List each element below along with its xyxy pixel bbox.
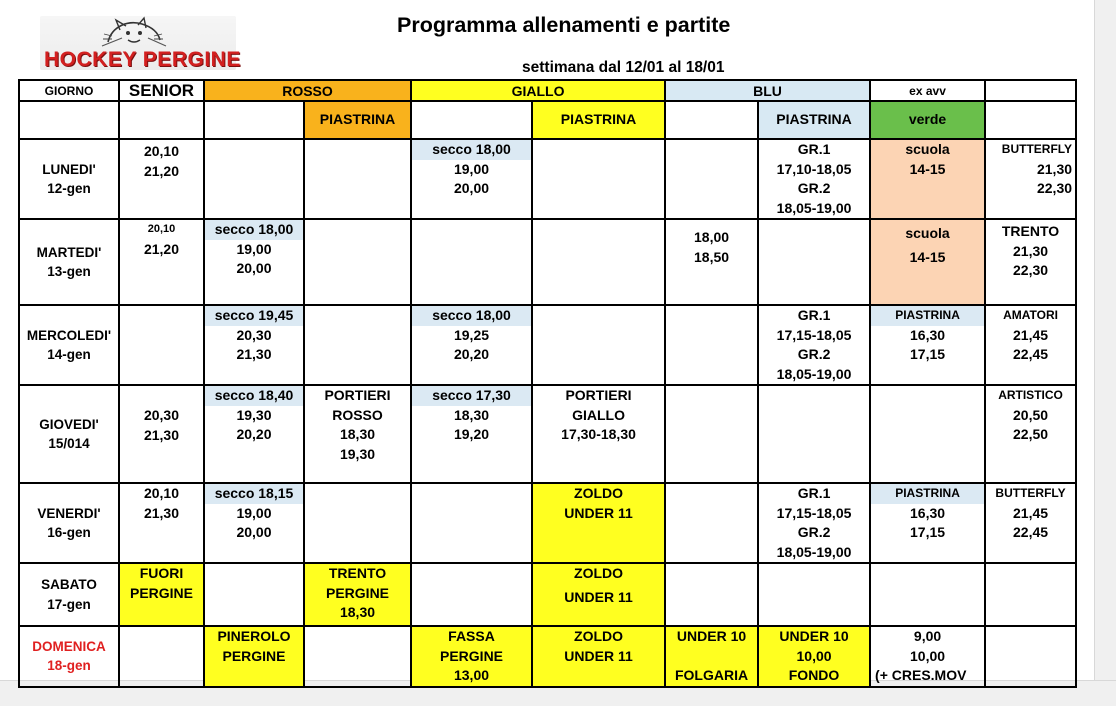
secco-label: secco 18,00 <box>205 220 303 240</box>
day-date: 15/014 <box>48 436 90 451</box>
header-giallo: GIALLO <box>411 80 665 101</box>
empty-cell <box>665 563 758 626</box>
team-text: ZOLDO <box>574 565 624 581</box>
time-text: 22,50 <box>1013 426 1049 442</box>
day-date: 17-gen <box>47 596 91 612</box>
time-text: 17,15 <box>910 524 946 540</box>
day-name: MARTEDI' <box>36 244 102 260</box>
extra-cell <box>985 139 1076 219</box>
team-text: BUTTERFLY <box>995 486 1066 500</box>
time-text: 14-15 <box>909 160 946 177</box>
empty-cell <box>411 219 532 305</box>
extra-cell <box>985 305 1076 385</box>
time-text: 18,30 <box>453 406 490 423</box>
time-text: 18,30 <box>339 426 376 442</box>
wildcat-mascot-icon <box>98 16 168 50</box>
time-text: 22,30 <box>1013 262 1049 278</box>
time-text: 20,10 <box>143 485 180 501</box>
group-text: GR.1 <box>797 307 831 323</box>
time-text: 20,10 <box>143 143 180 159</box>
group-text: GR.2 <box>797 180 831 196</box>
blu-piastrina-cell <box>758 305 870 385</box>
giallo-cell <box>411 305 532 385</box>
time-text: 20,00 <box>453 180 490 196</box>
giallo-piastrina-cell <box>532 626 665 687</box>
day-date: 13-gen <box>47 264 91 279</box>
giallo-piastrina-cell <box>532 483 665 563</box>
empty-cell <box>758 219 870 305</box>
piastrina-label: PIASTRINA <box>871 306 984 326</box>
row-giovedi <box>19 385 1076 483</box>
rosso-cell <box>204 483 304 563</box>
header-blu: BLU <box>665 80 870 101</box>
blu-piastrina-cell <box>758 139 870 219</box>
secco-label: secco 17,30 <box>412 386 531 406</box>
day-cell <box>19 626 119 687</box>
empty-cell <box>665 385 758 483</box>
empty-cell <box>985 101 1076 139</box>
time-text: 20,20 <box>453 346 490 362</box>
senior-cell <box>119 483 204 563</box>
scuola-text: scuola <box>905 225 950 241</box>
header-senior: SENIOR <box>119 80 204 101</box>
day-cell <box>19 219 119 305</box>
blu-piastrina-cell <box>758 483 870 563</box>
page-title: Programma allenamenti e partite <box>397 13 731 37</box>
giallo-cell <box>411 139 532 219</box>
verde-cell <box>870 139 985 219</box>
rosso-cell <box>204 219 304 305</box>
team-text: PINEROLO <box>217 628 291 644</box>
time-text: 18,30 <box>339 604 376 620</box>
window-edge-right <box>1094 0 1116 705</box>
team-text: GIALLO <box>572 406 625 423</box>
empty-cell <box>870 563 985 626</box>
team-text: PERGINE <box>326 584 390 601</box>
time-text: 19,00 <box>453 160 490 177</box>
row-martedi <box>19 219 1076 305</box>
team-text: ZOLDO <box>574 485 624 501</box>
team-text: ARTISTICO <box>998 388 1063 402</box>
extra-cell <box>985 385 1076 483</box>
empty-cell <box>532 139 665 219</box>
team-text: TRENTO <box>1001 223 1060 239</box>
time-text: 17,15-18,05 <box>776 504 852 521</box>
time-text: 9,00 <box>913 628 942 644</box>
week-subtitle: settimana dal 12/01 al 18/01 <box>522 59 725 76</box>
time-text: 18,05-19,00 <box>776 199 852 216</box>
empty-cell <box>665 305 758 385</box>
hockey-pergine-logo <box>40 16 241 71</box>
header-piastrina-giallo: PIASTRINA <box>532 101 665 139</box>
empty-cell <box>758 385 870 483</box>
empty-cell <box>119 101 204 139</box>
category-text: UNDER 11 <box>564 588 633 605</box>
row-sabato <box>19 563 1076 626</box>
extra-cell <box>985 219 1076 305</box>
empty-cell <box>532 305 665 385</box>
time-text: 21,45 <box>1013 326 1049 343</box>
piastrina-label: PIASTRINA <box>871 484 984 504</box>
time-text: 22,45 <box>1013 346 1049 362</box>
rosso-piastrina-cell <box>304 563 411 626</box>
senior-cell <box>119 563 204 626</box>
verde-cell <box>870 626 985 687</box>
time-text: 19,20 <box>453 426 490 442</box>
time-text: 19,30 <box>236 406 272 423</box>
time-text: 21,20 <box>143 240 180 257</box>
header-piastrina-rosso: PIASTRINA <box>304 101 411 139</box>
empty-cell <box>870 385 985 483</box>
rosso-cell <box>204 305 304 385</box>
empty-cell <box>304 483 411 563</box>
row-domenica <box>19 626 1076 687</box>
logo-text: HOCKEY PERGINE <box>44 48 241 71</box>
time-text: 21,45 <box>1013 504 1049 521</box>
empty-cell <box>19 101 119 139</box>
day-name: GIOVEDI' <box>39 416 99 432</box>
match-text: PERGINE <box>129 584 193 601</box>
empty-cell <box>411 101 532 139</box>
empty-cell <box>532 219 665 305</box>
time-text: 10,00 <box>796 647 832 664</box>
empty-cell <box>665 101 758 139</box>
time-text: 21,30 <box>1036 160 1073 177</box>
day-name: DOMENICA <box>32 638 106 654</box>
day-cell <box>19 139 119 219</box>
secco-label: secco 18,15 <box>205 484 303 504</box>
time-text: 19,25 <box>453 326 490 343</box>
time-text: 17,30-18,30 <box>561 426 636 442</box>
team-text: ZOLDO <box>574 628 624 644</box>
time-text: 14-15 <box>909 248 946 265</box>
team-text: AMATORI <box>1003 308 1058 322</box>
team-text: TRENTO <box>328 565 387 581</box>
day-date: 18-gen <box>47 658 91 674</box>
empty-cell <box>985 626 1076 687</box>
giallo-cell <box>411 385 532 483</box>
time-text: 18,50 <box>694 248 730 265</box>
day-date: 14-gen <box>47 347 91 362</box>
day-cell <box>19 305 119 385</box>
time-text: 18,00 <box>694 229 730 245</box>
portieri-text: PORTIERI <box>565 387 632 403</box>
empty-cell <box>304 305 411 385</box>
empty-cell <box>665 483 758 563</box>
day-name: LUNEDI' <box>42 161 96 177</box>
row-mercoledi <box>19 305 1076 385</box>
schedule-table <box>18 79 1077 688</box>
empty-cell <box>304 219 411 305</box>
time-text: 19,00 <box>236 240 272 257</box>
time-text: 20,10 <box>147 223 176 235</box>
giallo-cell <box>411 626 532 687</box>
scuola-text: scuola <box>905 141 950 157</box>
blu-piastrina-cell <box>758 626 870 687</box>
header-verde: verde <box>870 101 985 139</box>
empty-cell <box>119 305 204 385</box>
team-text: FOLGARIA <box>674 666 749 683</box>
day-name: VENERDI' <box>37 505 101 521</box>
time-text: 20,50 <box>1013 406 1049 423</box>
day-date: 16-gen <box>47 525 91 540</box>
time-text: 20,00 <box>236 524 272 540</box>
verde-cell <box>870 305 985 385</box>
secco-label: secco 18,00 <box>412 306 531 326</box>
time-text: 21,20 <box>143 162 180 179</box>
note-text: (+ CRES.MOV <box>875 667 967 683</box>
giallo-piastrina-cell <box>532 563 665 626</box>
rosso-cell <box>204 626 304 687</box>
empty-cell <box>665 139 758 219</box>
time-text: 21,30 <box>236 346 272 362</box>
blu-cell <box>665 626 758 687</box>
empty-cell <box>304 139 411 219</box>
team-text: BUTTERFLY <box>1001 142 1073 156</box>
senior-cell <box>119 385 204 483</box>
time-text: 17,15 <box>910 346 946 362</box>
time-text: 16,30 <box>910 326 946 343</box>
extra-cell <box>985 483 1076 563</box>
group-text: GR.2 <box>797 346 831 362</box>
day-cell <box>19 563 119 626</box>
time-text: 18,05-19,00 <box>776 365 852 382</box>
team-text: PERGINE <box>222 647 286 664</box>
time-text: 20,20 <box>236 426 272 442</box>
time-text: 19,00 <box>236 504 272 521</box>
group-text: GR.2 <box>797 524 831 540</box>
verde-cell <box>870 219 985 305</box>
empty-cell <box>204 139 304 219</box>
header-extra <box>985 80 1076 101</box>
header-piastrina-blu: PIASTRINA <box>758 101 870 139</box>
time-text: 16,30 <box>910 504 946 521</box>
row-lunedi <box>19 139 1076 219</box>
senior-cell <box>119 219 204 305</box>
secco-label: secco 18,40 <box>205 386 303 406</box>
blu-cell <box>665 219 758 305</box>
category-text: UNDER 11 <box>564 647 633 664</box>
empty-cell <box>985 563 1076 626</box>
time-text: 21,30 <box>143 504 180 521</box>
time-text: 17,10-18,05 <box>776 160 852 177</box>
portieri-text: PORTIERI <box>324 387 391 403</box>
empty-cell <box>758 563 870 626</box>
time-text: 18,05-19,00 <box>776 543 852 560</box>
header-rosso: ROSSO <box>204 80 411 101</box>
header-row-sub <box>19 101 1076 139</box>
header-ex-avv: ex avv <box>870 80 985 101</box>
team-text: FONDO <box>788 667 840 683</box>
empty-cell <box>204 563 304 626</box>
empty-cell <box>119 626 204 687</box>
day-name: MERCOLEDI' <box>26 327 112 343</box>
secco-label: secco 19,45 <box>205 306 303 326</box>
category-text: UNDER 11 <box>564 504 633 521</box>
group-text: GR.1 <box>797 485 831 501</box>
empty-cell <box>411 483 532 563</box>
empty-cell <box>304 626 411 687</box>
day-date: 12-gen <box>47 181 91 196</box>
category-text: UNDER 10 <box>676 628 747 644</box>
time-text: 21,30 <box>1013 242 1049 259</box>
rosso-cell <box>204 385 304 483</box>
time-text: 20,30 <box>143 407 180 423</box>
empty-cell <box>204 101 304 139</box>
group-text: GR.1 <box>797 141 831 157</box>
time-text: 13,00 <box>453 667 490 683</box>
time-text: 22,45 <box>1013 524 1049 540</box>
senior-cell <box>119 139 204 219</box>
rosso-piastrina-cell <box>304 385 411 483</box>
day-cell <box>19 483 119 563</box>
time-text: 19,30 <box>339 445 376 462</box>
time-text: 22,30 <box>1036 180 1073 196</box>
match-text: FUORI <box>139 565 184 581</box>
time-text: 17,15-18,05 <box>776 326 852 343</box>
row-venerdi <box>19 483 1076 563</box>
time-text: 20,00 <box>236 260 272 276</box>
category-text: UNDER 10 <box>779 628 849 644</box>
secco-label: secco 18,00 <box>412 140 531 160</box>
time-text: 20,30 <box>236 326 272 343</box>
time-text: 21,30 <box>143 426 180 443</box>
team-text: ROSSO <box>332 406 383 423</box>
team-text: PERGINE <box>440 647 504 664</box>
day-cell <box>19 385 119 483</box>
header-row-groups <box>19 80 1076 101</box>
giallo-piastrina-cell <box>532 385 665 483</box>
header-giorno: GIORNO <box>19 80 119 101</box>
team-text: FASSA <box>448 628 495 644</box>
day-name: SABATO <box>41 577 97 592</box>
verde-cell <box>870 483 985 563</box>
empty-cell <box>411 563 532 626</box>
time-text: 10,00 <box>910 647 946 664</box>
